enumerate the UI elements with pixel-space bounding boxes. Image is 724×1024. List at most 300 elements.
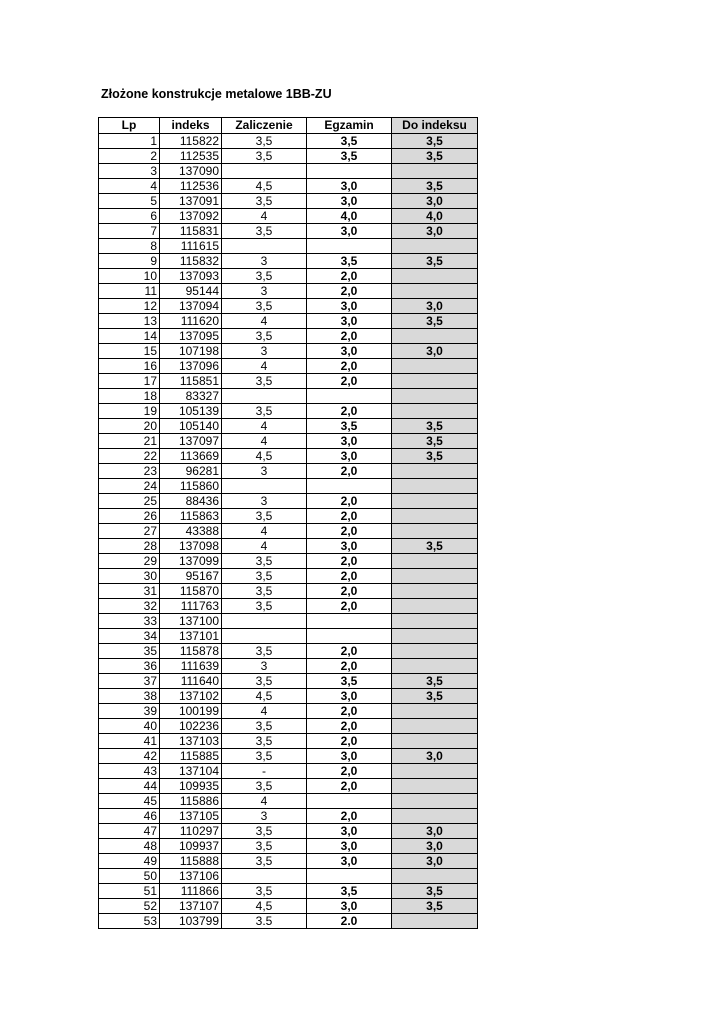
cell-zaliczenie	[222, 239, 307, 254]
cell-indeks: 112535	[160, 149, 222, 164]
cell-egzamin: 2,0	[307, 719, 392, 734]
cell-do-indeksu: 3,0	[392, 824, 478, 839]
cell-do-indeksu	[392, 914, 478, 929]
cell-egzamin: 2,0	[307, 554, 392, 569]
document-title: Złożone konstrukcje metalowe 1BB-ZU	[101, 87, 332, 101]
cell-lp: 46	[99, 809, 160, 824]
cell-egzamin	[307, 629, 392, 644]
cell-do-indeksu: 3,0	[392, 194, 478, 209]
table-row	[99, 569, 478, 584]
cell-indeks: 137095	[160, 329, 222, 344]
cell-zaliczenie: 3,5	[222, 779, 307, 794]
cell-zaliczenie: 4,5	[222, 179, 307, 194]
cell-egzamin: 3,5	[307, 674, 392, 689]
cell-lp: 52	[99, 899, 160, 914]
cell-zaliczenie: 3,5	[222, 719, 307, 734]
table-row	[99, 734, 478, 749]
cell-indeks: 137098	[160, 539, 222, 554]
cell-egzamin: 2,0	[307, 509, 392, 524]
cell-egzamin: 2,0	[307, 644, 392, 659]
cell-egzamin: 3,5	[307, 254, 392, 269]
cell-zaliczenie: 3,5	[222, 554, 307, 569]
column-header-do-indeksu: Do indeksu	[392, 118, 478, 134]
cell-do-indeksu: 3,0	[392, 344, 478, 359]
table-row	[99, 314, 478, 329]
cell-do-indeksu: 3,5	[392, 689, 478, 704]
cell-zaliczenie: 3,5	[222, 134, 307, 149]
cell-lp: 30	[99, 569, 160, 584]
cell-zaliczenie: 4	[222, 524, 307, 539]
cell-indeks: 115878	[160, 644, 222, 659]
table-row	[99, 464, 478, 479]
cell-indeks: 105140	[160, 419, 222, 434]
cell-do-indeksu	[392, 584, 478, 599]
column-header-lp: Lp	[99, 118, 160, 134]
cell-lp: 43	[99, 764, 160, 779]
cell-egzamin	[307, 479, 392, 494]
cell-indeks: 137105	[160, 809, 222, 824]
cell-indeks: 115863	[160, 509, 222, 524]
cell-zaliczenie	[222, 869, 307, 884]
cell-egzamin: 3,5	[307, 419, 392, 434]
cell-egzamin: 2,0	[307, 374, 392, 389]
cell-lp: 16	[99, 359, 160, 374]
cell-indeks: 137099	[160, 554, 222, 569]
cell-lp: 49	[99, 854, 160, 869]
table-row	[99, 869, 478, 884]
cell-do-indeksu	[392, 164, 478, 179]
cell-do-indeksu	[392, 719, 478, 734]
cell-do-indeksu: 3,5	[392, 134, 478, 149]
cell-egzamin: 3,5	[307, 149, 392, 164]
cell-do-indeksu	[392, 359, 478, 374]
cell-zaliczenie: 3,5	[222, 404, 307, 419]
cell-do-indeksu	[392, 629, 478, 644]
cell-indeks: 137091	[160, 194, 222, 209]
cell-lp: 38	[99, 689, 160, 704]
cell-do-indeksu	[392, 389, 478, 404]
cell-do-indeksu	[392, 809, 478, 824]
cell-zaliczenie: 3,5	[222, 584, 307, 599]
cell-do-indeksu: 3,5	[392, 179, 478, 194]
cell-do-indeksu	[392, 659, 478, 674]
cell-lp: 22	[99, 449, 160, 464]
cell-lp: 39	[99, 704, 160, 719]
cell-indeks: 137092	[160, 209, 222, 224]
cell-indeks: 115822	[160, 134, 222, 149]
cell-indeks: 111620	[160, 314, 222, 329]
cell-indeks: 83327	[160, 389, 222, 404]
table-row	[99, 899, 478, 914]
table-row	[99, 794, 478, 809]
cell-do-indeksu: 3,5	[392, 254, 478, 269]
cell-indeks: 88436	[160, 494, 222, 509]
cell-do-indeksu	[392, 644, 478, 659]
cell-zaliczenie: 3,5	[222, 839, 307, 854]
cell-indeks: 102236	[160, 719, 222, 734]
cell-zaliczenie: 4	[222, 539, 307, 554]
cell-egzamin: 3,0	[307, 179, 392, 194]
cell-zaliczenie: 3	[222, 254, 307, 269]
cell-indeks: 137102	[160, 689, 222, 704]
cell-do-indeksu	[392, 464, 478, 479]
cell-indeks: 137094	[160, 299, 222, 314]
cell-zaliczenie	[222, 389, 307, 404]
cell-do-indeksu: 3,0	[392, 839, 478, 854]
cell-indeks: 115832	[160, 254, 222, 269]
table-row	[99, 599, 478, 614]
cell-lp: 27	[99, 524, 160, 539]
table-row	[99, 494, 478, 509]
cell-do-indeksu: 3,5	[392, 899, 478, 914]
table-row	[99, 134, 478, 149]
table-row	[99, 209, 478, 224]
cell-indeks: 137106	[160, 869, 222, 884]
cell-lp: 34	[99, 629, 160, 644]
cell-zaliczenie	[222, 164, 307, 179]
cell-zaliczenie: 3,5	[222, 749, 307, 764]
table-row	[99, 479, 478, 494]
cell-egzamin: 2,0	[307, 329, 392, 344]
cell-do-indeksu: 3,0	[392, 749, 478, 764]
cell-egzamin: 2,0	[307, 764, 392, 779]
column-header-zaliczenie: Zaliczenie	[222, 118, 307, 134]
cell-egzamin: 4,0	[307, 209, 392, 224]
cell-egzamin	[307, 389, 392, 404]
table-row	[99, 389, 478, 404]
cell-do-indeksu: 3,5	[392, 539, 478, 554]
cell-lp: 24	[99, 479, 160, 494]
cell-do-indeksu	[392, 554, 478, 569]
cell-indeks: 111640	[160, 674, 222, 689]
cell-zaliczenie: 4	[222, 209, 307, 224]
cell-do-indeksu: 3,5	[392, 434, 478, 449]
cell-do-indeksu: 3,5	[392, 674, 478, 689]
cell-indeks: 137096	[160, 359, 222, 374]
cell-do-indeksu	[392, 764, 478, 779]
cell-egzamin: 2,0	[307, 584, 392, 599]
table-row	[99, 374, 478, 389]
cell-indeks: 100199	[160, 704, 222, 719]
table-row	[99, 839, 478, 854]
cell-do-indeksu	[392, 779, 478, 794]
table-row	[99, 344, 478, 359]
cell-zaliczenie: 4,5	[222, 899, 307, 914]
table-row	[99, 179, 478, 194]
cell-zaliczenie: 3.5	[222, 914, 307, 929]
cell-do-indeksu	[392, 269, 478, 284]
cell-indeks: 137103	[160, 734, 222, 749]
cell-egzamin: 3,0	[307, 224, 392, 239]
cell-lp: 9	[99, 254, 160, 269]
table-row	[99, 284, 478, 299]
cell-do-indeksu	[392, 479, 478, 494]
cell-egzamin: 3,0	[307, 854, 392, 869]
cell-egzamin	[307, 794, 392, 809]
table-row	[99, 164, 478, 179]
cell-lp: 40	[99, 719, 160, 734]
cell-lp: 20	[99, 419, 160, 434]
cell-indeks: 105139	[160, 404, 222, 419]
cell-lp: 28	[99, 539, 160, 554]
cell-indeks: 111615	[160, 239, 222, 254]
table-row	[99, 749, 478, 764]
cell-lp: 18	[99, 389, 160, 404]
table-row	[99, 539, 478, 554]
cell-lp: 31	[99, 584, 160, 599]
cell-do-indeksu: 3,5	[392, 314, 478, 329]
cell-do-indeksu	[392, 569, 478, 584]
cell-do-indeksu: 4,0	[392, 209, 478, 224]
cell-do-indeksu	[392, 374, 478, 389]
cell-zaliczenie: 3	[222, 659, 307, 674]
cell-indeks: 110297	[160, 824, 222, 839]
grades-table	[98, 117, 478, 929]
cell-indeks: 115886	[160, 794, 222, 809]
cell-egzamin	[307, 164, 392, 179]
cell-zaliczenie: 3,5	[222, 149, 307, 164]
table-row	[99, 674, 478, 689]
cell-egzamin: 3,0	[307, 539, 392, 554]
cell-lp: 41	[99, 734, 160, 749]
cell-do-indeksu	[392, 404, 478, 419]
cell-indeks: 115831	[160, 224, 222, 239]
table-row	[99, 629, 478, 644]
cell-do-indeksu: 3,5	[392, 419, 478, 434]
cell-zaliczenie: 3,5	[222, 299, 307, 314]
table-row	[99, 299, 478, 314]
cell-egzamin	[307, 869, 392, 884]
cell-egzamin: 2,0	[307, 284, 392, 299]
cell-do-indeksu	[392, 239, 478, 254]
cell-do-indeksu	[392, 524, 478, 539]
cell-lp: 14	[99, 329, 160, 344]
cell-indeks: 96281	[160, 464, 222, 479]
cell-zaliczenie: 3	[222, 809, 307, 824]
cell-egzamin: 3,0	[307, 434, 392, 449]
table-row	[99, 329, 478, 344]
cell-lp: 45	[99, 794, 160, 809]
cell-lp: 44	[99, 779, 160, 794]
table-row	[99, 584, 478, 599]
cell-zaliczenie: 4,5	[222, 689, 307, 704]
cell-zaliczenie: 3,5	[222, 674, 307, 689]
cell-egzamin	[307, 239, 392, 254]
cell-egzamin: 3,0	[307, 749, 392, 764]
cell-do-indeksu: 3,5	[392, 449, 478, 464]
cell-indeks: 43388	[160, 524, 222, 539]
cell-lp: 17	[99, 374, 160, 389]
cell-indeks: 109935	[160, 779, 222, 794]
cell-lp: 4	[99, 179, 160, 194]
cell-indeks: 137101	[160, 629, 222, 644]
table-row	[99, 779, 478, 794]
cell-zaliczenie: 4	[222, 704, 307, 719]
cell-zaliczenie: 3	[222, 464, 307, 479]
cell-egzamin: 2,0	[307, 599, 392, 614]
cell-indeks: 137107	[160, 899, 222, 914]
cell-do-indeksu	[392, 329, 478, 344]
cell-do-indeksu	[392, 614, 478, 629]
cell-egzamin: 2,0	[307, 659, 392, 674]
cell-zaliczenie: 3,5	[222, 269, 307, 284]
cell-zaliczenie: 3	[222, 494, 307, 509]
cell-lp: 51	[99, 884, 160, 899]
cell-indeks: 109937	[160, 839, 222, 854]
table-row	[99, 719, 478, 734]
cell-zaliczenie: 4	[222, 314, 307, 329]
cell-egzamin: 2,0	[307, 524, 392, 539]
cell-do-indeksu: 3,0	[392, 854, 478, 869]
cell-lp: 19	[99, 404, 160, 419]
column-header-indeks: indeks	[160, 118, 222, 134]
cell-lp: 3	[99, 164, 160, 179]
cell-egzamin: 2,0	[307, 779, 392, 794]
table-row	[99, 524, 478, 539]
cell-do-indeksu	[392, 869, 478, 884]
cell-zaliczenie	[222, 614, 307, 629]
cell-lp: 10	[99, 269, 160, 284]
cell-zaliczenie: -	[222, 764, 307, 779]
cell-zaliczenie: 4	[222, 794, 307, 809]
cell-egzamin: 2.0	[307, 914, 392, 929]
table-row	[99, 914, 478, 929]
cell-egzamin: 2,0	[307, 269, 392, 284]
cell-zaliczenie: 3,5	[222, 374, 307, 389]
cell-lp: 21	[99, 434, 160, 449]
cell-egzamin: 2,0	[307, 404, 392, 419]
table-row	[99, 809, 478, 824]
cell-zaliczenie: 4,5	[222, 449, 307, 464]
cell-lp: 1	[99, 134, 160, 149]
table-row	[99, 149, 478, 164]
cell-indeks: 137090	[160, 164, 222, 179]
cell-lp: 50	[99, 869, 160, 884]
cell-zaliczenie: 4	[222, 434, 307, 449]
table-row	[99, 254, 478, 269]
cell-indeks: 137093	[160, 269, 222, 284]
table-row	[99, 359, 478, 374]
cell-egzamin: 3,0	[307, 344, 392, 359]
cell-zaliczenie: 4	[222, 419, 307, 434]
cell-lp: 33	[99, 614, 160, 629]
cell-lp: 2	[99, 149, 160, 164]
cell-egzamin: 3,0	[307, 839, 392, 854]
cell-egzamin: 2,0	[307, 704, 392, 719]
cell-indeks: 113669	[160, 449, 222, 464]
cell-egzamin	[307, 614, 392, 629]
cell-egzamin: 3,5	[307, 884, 392, 899]
cell-do-indeksu: 3,5	[392, 149, 478, 164]
cell-egzamin: 2,0	[307, 569, 392, 584]
column-header-egzamin: Egzamin	[307, 118, 392, 134]
cell-lp: 29	[99, 554, 160, 569]
cell-zaliczenie: 3,5	[222, 194, 307, 209]
cell-egzamin: 3,5	[307, 134, 392, 149]
cell-do-indeksu: 3,5	[392, 884, 478, 899]
cell-do-indeksu: 3,0	[392, 299, 478, 314]
cell-egzamin: 3,0	[307, 689, 392, 704]
cell-zaliczenie: 3,5	[222, 224, 307, 239]
cell-zaliczenie: 3,5	[222, 329, 307, 344]
cell-lp: 23	[99, 464, 160, 479]
cell-egzamin: 2,0	[307, 809, 392, 824]
cell-lp: 25	[99, 494, 160, 509]
cell-lp: 12	[99, 299, 160, 314]
cell-egzamin: 2,0	[307, 464, 392, 479]
table-row	[99, 449, 478, 464]
cell-zaliczenie: 3,5	[222, 599, 307, 614]
cell-zaliczenie: 3	[222, 284, 307, 299]
cell-egzamin: 3,0	[307, 824, 392, 839]
cell-indeks: 111763	[160, 599, 222, 614]
cell-egzamin: 3,0	[307, 899, 392, 914]
table-row	[99, 509, 478, 524]
table-row	[99, 434, 478, 449]
cell-egzamin: 2,0	[307, 734, 392, 749]
cell-indeks: 115851	[160, 374, 222, 389]
cell-lp: 32	[99, 599, 160, 614]
cell-lp: 26	[99, 509, 160, 524]
cell-zaliczenie: 4	[222, 359, 307, 374]
cell-indeks: 137097	[160, 434, 222, 449]
cell-egzamin: 3,0	[307, 194, 392, 209]
cell-indeks: 111639	[160, 659, 222, 674]
cell-lp: 15	[99, 344, 160, 359]
cell-indeks: 115885	[160, 749, 222, 764]
cell-lp: 8	[99, 239, 160, 254]
cell-egzamin: 2,0	[307, 494, 392, 509]
cell-indeks: 95167	[160, 569, 222, 584]
cell-zaliczenie	[222, 479, 307, 494]
cell-zaliczenie: 3,5	[222, 569, 307, 584]
cell-do-indeksu	[392, 734, 478, 749]
table-row	[99, 764, 478, 779]
cell-indeks: 111866	[160, 884, 222, 899]
table-row	[99, 704, 478, 719]
cell-zaliczenie: 3,5	[222, 644, 307, 659]
cell-indeks: 137104	[160, 764, 222, 779]
cell-lp: 37	[99, 674, 160, 689]
cell-lp: 48	[99, 839, 160, 854]
cell-zaliczenie: 3,5	[222, 509, 307, 524]
cell-do-indeksu: 3,0	[392, 224, 478, 239]
cell-zaliczenie: 3,5	[222, 884, 307, 899]
cell-indeks: 115888	[160, 854, 222, 869]
cell-lp: 7	[99, 224, 160, 239]
cell-indeks: 115860	[160, 479, 222, 494]
cell-indeks: 95144	[160, 284, 222, 299]
cell-do-indeksu	[392, 794, 478, 809]
table-row	[99, 824, 478, 839]
table-row	[99, 614, 478, 629]
table-row	[99, 884, 478, 899]
table-row	[99, 854, 478, 869]
table-row	[99, 239, 478, 254]
cell-do-indeksu	[392, 704, 478, 719]
cell-lp: 35	[99, 644, 160, 659]
table-row	[99, 689, 478, 704]
table-row	[99, 404, 478, 419]
cell-do-indeksu	[392, 599, 478, 614]
cell-zaliczenie	[222, 629, 307, 644]
cell-indeks: 112536	[160, 179, 222, 194]
cell-indeks: 137100	[160, 614, 222, 629]
cell-lp: 53	[99, 914, 160, 929]
cell-zaliczenie: 3,5	[222, 824, 307, 839]
cell-do-indeksu	[392, 509, 478, 524]
cell-indeks: 107198	[160, 344, 222, 359]
